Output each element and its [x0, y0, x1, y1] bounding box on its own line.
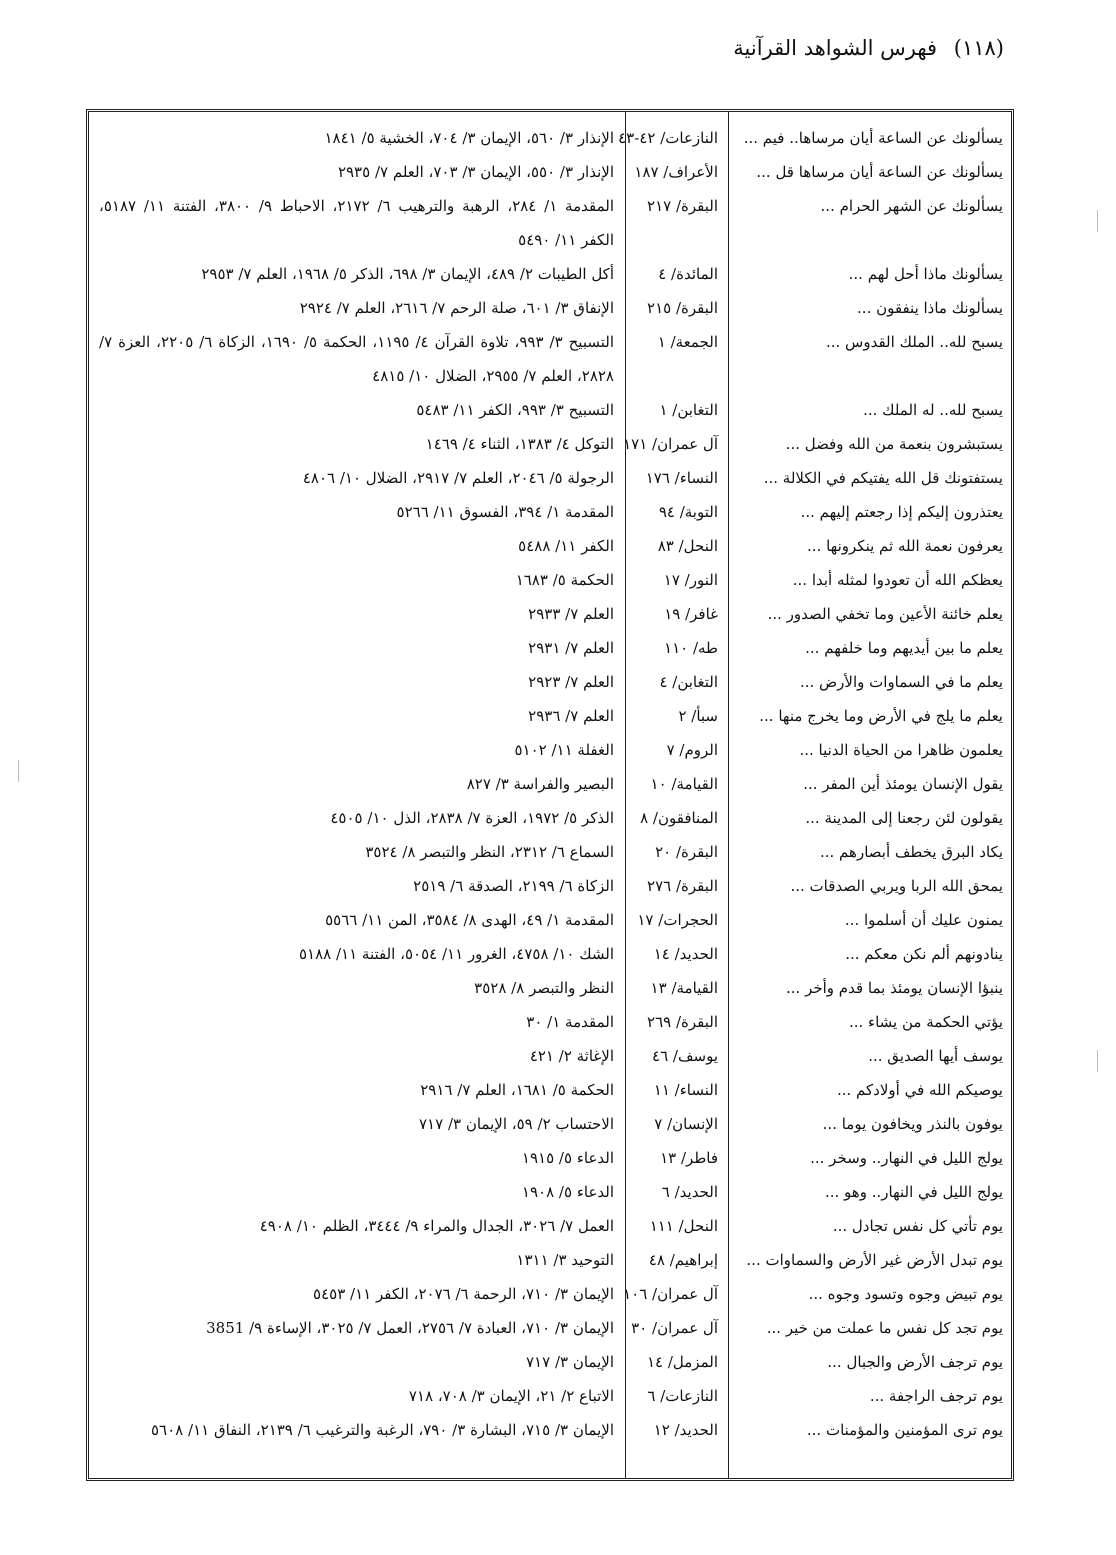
verse-cell: يعلم ما في السماوات والأرض ... [799, 673, 1003, 691]
verse-cell: يوم تجد كل نفس ما عملت من خير ... [766, 1319, 1003, 1337]
entries-cell: الاحتساب ٢/ ٥٩، الإيمان ٣/ ٧١٧ [419, 1115, 614, 1133]
entries-cell: العلم ٧/ ٢٩٣٣ [528, 605, 614, 623]
reference-cell: التغابن/ ٤ [659, 673, 718, 691]
verse-cell: يعلم ما بين أيديهم وما خلفهم ... [805, 639, 1003, 657]
table-row [89, 291, 1011, 325]
reference-cell: الحديد/ ٦ [661, 1183, 718, 1201]
entries-cell: الغفلة ١١/ ٥١٠٢ [514, 741, 614, 759]
entries-cell: الذكر ٥/ ١٩٧٢، العزة ٧/ ٢٨٣٨، الذل ١٠/ ٤٥٠٥ [330, 809, 614, 827]
table-row [89, 1345, 1011, 1379]
reference-cell: النحل/ ٨٣ [657, 537, 718, 555]
table-row [89, 1039, 1011, 1073]
reference-cell: الحديد/ ١٢ [653, 1421, 718, 1439]
reference-cell: البقرة/ ٢١٧ [647, 197, 718, 215]
entries-cell: الإيمان ٣/ ٧١٠، الرحمة ٦/ ٢٠٧٦، الكفر ١١/ ٥٤٥٣ [313, 1285, 614, 1303]
reference-cell: سبأ/ ٢ [678, 707, 718, 725]
verse-cell: يمنون عليك أن أسلموا ... [844, 911, 1003, 929]
reference-cell: المنافقون/ ٨ [640, 809, 718, 827]
verse-cell: ينبؤا الإنسان يومئذ بما قدم وأخر ... [786, 979, 1003, 997]
table-row [89, 597, 1011, 631]
entries-cell: التوحيد ٣/ ١٣١١ [516, 1251, 614, 1269]
verse-cell: يوم تبيض وجوه وتسود وجوه ... [808, 1285, 1003, 1303]
reference-cell: التغابن/ ١ [659, 401, 718, 419]
entries-cell: الدعاء ٥/ ١٩٠٨ [521, 1183, 614, 1201]
table-row [89, 733, 1011, 767]
page-header [60, 36, 1004, 70]
table-row [89, 325, 1011, 393]
verse-cell: يوسف أيها الصديق ... [868, 1047, 1003, 1065]
verse-cell: يولج الليل في النهار.. وهو ... [824, 1183, 1003, 1201]
reference-cell: النساء/ ١٧٦ [645, 469, 718, 487]
verse-cell: يؤتي الحكمة من يشاء ... [848, 1013, 1003, 1031]
table-row [89, 699, 1011, 733]
reference-cell: آل عمران/ ٣٠ [631, 1319, 718, 1337]
verse-cell: يسألونك عن الساعة أيان مرساها.. فيم ... [743, 129, 1003, 147]
reference-cell: النازعات/ ٤٢-٤٣ [618, 129, 718, 147]
reference-cell: التوبة/ ٩٤ [658, 503, 718, 521]
verse-cell: يوم تأتي كل نفس تجادل ... [832, 1217, 1003, 1235]
table-body [89, 121, 1011, 1447]
reference-cell: الروم/ ٧ [666, 741, 718, 759]
entries-cell: المقدمة ١/ ٣٩٤، الفسوق ١١/ ٥٢٦٦ [396, 503, 614, 521]
entries-cell: التسبيح ٣/ ٩٩٣، الكفر ١١/ ٥٤٨٣ [416, 401, 614, 419]
reference-cell: القيامة/ ١٠ [650, 775, 718, 793]
verse-cell: يسألونك ماذا ينفقون ... [857, 299, 1003, 317]
entries-cell: المقدمة ١/ ٢٨٤، الرهبة والترهيب ٦/ ٢١٧٢، الاحباط ٩/ ٣٨٠٠، الفتنة ١١/ ٥١٨٧، الكفر ١١/ ٥٤٩٠ [99, 197, 614, 249]
table-row [89, 869, 1011, 903]
entries-cell: الاتباع ٢/ ٢١، الإيمان ٣/ ٧٠٨، ٧١٨ [408, 1387, 614, 1405]
margin-mark [1097, 210, 1098, 232]
verse-cell: يسبح لله.. له الملك ... [863, 401, 1003, 419]
reference-cell: البقرة/ ٢٧٦ [647, 877, 718, 895]
verse-cell: يسألونك عن الساعة أيان مرساها قل ... [756, 163, 1003, 181]
table-row [89, 427, 1011, 461]
reference-cell: إبراهيم/ ٤٨ [648, 1251, 718, 1269]
margin-mark [1097, 1050, 1098, 1072]
verse-cell: يقول الإنسان يومئذ أين المفر ... [803, 775, 1003, 793]
table-row [89, 1073, 1011, 1107]
table-row [89, 835, 1011, 869]
table-row [89, 665, 1011, 699]
table-row [89, 801, 1011, 835]
reference-cell: المائدة/ ٤ [658, 265, 718, 283]
verse-cell: يمحق الله الربا ويربي الصدقات ... [790, 877, 1003, 895]
table-row [89, 1107, 1011, 1141]
reference-cell: القيامة/ ١٣ [650, 979, 718, 997]
reference-cell: الأعراف/ ١٨٧ [634, 163, 718, 181]
entries-cell: العمل ٧/ ٣٠٢٦، الجدال والمراء ٩/ ٣٤٤٤، الظلم ١٠/ ٤٩٠٨ [259, 1217, 614, 1235]
reference-cell: البقرة/ ٢٠ [655, 843, 718, 861]
entries-cell: التوكل ٤/ ١٣٨٣، الثناء ٤/ ١٤٦٩ [425, 435, 614, 453]
entries-cell: المقدمة ١/ ٤٩، الهدى ٨/ ٣٥٨٤، المن ١١/ ٥٥٦٦ [325, 911, 614, 929]
table-row [89, 937, 1011, 971]
table-row [89, 461, 1011, 495]
entries-cell: الإيمان ٣/ ٧١٠، العبادة ٧/ ٢٧٥٦، العمل ٧/ ٣٠٢٥، الإساءة ٩/ 3851 [206, 1319, 614, 1337]
entries-cell: الإيمان ٣/ ٧١٥، البشارة ٣/ ٧٩٠، الرغبة والترغيب ٦/ ٢١٣٩، النفاق ١١/ ٥٦٠٨ [151, 1421, 614, 1439]
table-row [89, 495, 1011, 529]
reference-cell: البقرة/ ٢٦٩ [647, 1013, 718, 1031]
reference-cell: الإنسان/ ٧ [654, 1115, 718, 1133]
verse-cell: يعلم خائنة الأعين وما تخفي الصدور ... [767, 605, 1003, 623]
reference-cell: النور/ ١٧ [663, 571, 718, 589]
reference-cell: فاطر/ ١٣ [660, 1149, 718, 1167]
table-row [89, 155, 1011, 189]
table-row [89, 1209, 1011, 1243]
table-row [89, 1379, 1011, 1413]
page-number: (١١٨) [953, 36, 1004, 60]
reference-cell: النحل/ ١١١ [649, 1217, 718, 1235]
entries-cell: العلم ٧/ ٢٩٢٣ [528, 673, 614, 691]
entries-cell: العلم ٧/ ٢٩٣٦ [528, 707, 614, 725]
reference-cell: يوسف/ ٤٦ [652, 1047, 718, 1065]
verse-cell: يستبشرون بنعمة من الله وفضل ... [785, 435, 1003, 453]
entries-cell: الإنذار ٣/ ٥٦٠، الإيمان ٣/ ٧٠٤، الخشية ٥/ ١٨٤١ [324, 129, 614, 147]
reference-cell: الحجرات/ ١٧ [637, 911, 718, 929]
verse-cell: يوفون بالنذر ويخافون يوما ... [822, 1115, 1003, 1133]
table-row [89, 1005, 1011, 1039]
verse-cell: يوصيكم الله في أولادكم ... [836, 1081, 1003, 1099]
entries-cell: الإنذار ٣/ ٥٥٠، الإيمان ٣/ ٧٠٣، العلم ٧/ ٢٩٣٥ [337, 163, 614, 181]
verse-cell: يولج الليل في النهار.. وسخر ... [810, 1149, 1003, 1167]
verse-cell: يوم ترجف الراجفة ... [869, 1387, 1003, 1405]
table-row [89, 1277, 1011, 1311]
index-table [86, 109, 1014, 1481]
verse-cell: يعرفون نعمة الله ثم ينكرونها ... [807, 537, 1003, 555]
verse-cell: يعظكم الله أن تعودوا لمثله أبدا ... [792, 571, 1003, 589]
reference-cell: البقرة/ ٢١٥ [647, 299, 718, 317]
verse-cell: يعتذرون إليكم إذا رجعتم إليهم ... [800, 503, 1003, 521]
table-row [89, 767, 1011, 801]
table-row [89, 563, 1011, 597]
reference-cell: النازعات/ ٦ [647, 1387, 718, 1405]
table-row [89, 1175, 1011, 1209]
verse-cell: يكاد البرق يخطف أبصارهم ... [819, 843, 1003, 861]
table-row [89, 1243, 1011, 1277]
entries-cell: الزكاة ٦/ ٢١٩٩، الصدقة ٦/ ٢٥١٩ [413, 877, 614, 895]
page-title: فهرس الشواهد القرآنية [733, 36, 938, 60]
entries-cell: الإيمان ٣/ ٧١٧ [526, 1353, 614, 1371]
verse-cell: يوم ترى المؤمنين والمؤمنات ... [806, 1421, 1003, 1439]
reference-cell: آل عمران/ ١٠٦ [623, 1285, 718, 1303]
table-row [89, 189, 1011, 257]
verse-cell: ينادونهم ألم نكن معكم ... [845, 945, 1003, 963]
verse-cell: يوم تبدل الأرض غير الأرض والسماوات ... [746, 1251, 1003, 1269]
table-row [89, 1141, 1011, 1175]
table-row [89, 903, 1011, 937]
verse-cell: يقولون لئن رجعنا إلى المدينة ... [805, 809, 1003, 827]
reference-cell: النساء/ ١١ [653, 1081, 718, 1099]
entries-cell: الرجولة ٥/ ٢٠٤٦، العلم ٧/ ٢٩١٧، الضلال ١٠/ ٤٨٠٦ [302, 469, 614, 487]
table-row [89, 631, 1011, 665]
table-row [89, 121, 1011, 155]
entries-cell: البصير والفراسة ٣/ ٨٢٧ [466, 775, 614, 793]
entries-cell: السماع ٦/ ٢٣١٢، النظر والتبصر ٨/ ٣٥٢٤ [365, 843, 614, 861]
verse-cell: يوم ترجف الأرض والجبال ... [827, 1353, 1003, 1371]
entries-cell: الدعاء ٥/ ١٩١٥ [521, 1149, 614, 1167]
reference-cell: الجمعة/ ١ [657, 333, 718, 351]
entries-cell: الإنفاق ٣/ ٦٠١، صلة الرحم ٧/ ٢٦١٦، العلم ٧/ ٢٩٢٤ [299, 299, 614, 317]
verse-cell: يستفتونك قل الله يفتيكم في الكلالة ... [763, 469, 1003, 487]
verse-cell: يسبح لله.. الملك القدوس ... [825, 333, 1003, 351]
entries-cell: المقدمة ١/ ٣٠ [526, 1013, 614, 1031]
margin-mark [18, 760, 19, 782]
table-row [89, 257, 1011, 291]
reference-cell: طه/ ١١٠ [664, 639, 718, 657]
table-row [89, 393, 1011, 427]
entries-cell: الحكمة ٥/ ١٦٨٣ [515, 571, 614, 589]
verse-cell: يسألونك ماذا أحل لهم ... [848, 265, 1003, 283]
verse-cell: يعلم ما يلج في الأرض وما يخرج منها ... [759, 707, 1003, 725]
entries-cell: الإغاثة ٢/ ٤٢١ [529, 1047, 614, 1065]
reference-cell: المزمل/ ١٤ [646, 1353, 718, 1371]
reference-cell: الحديد/ ١٤ [653, 945, 718, 963]
entries-cell: الكفر ١١/ ٥٤٨٨ [518, 537, 614, 555]
entries-cell: أكل الطيبات ٢/ ٤٨٩، الإيمان ٣/ ٦٩٨، الذكر ٥/ ١٩٦٨، العلم ٧/ ٢٩٥٣ [201, 265, 614, 283]
table-row [89, 971, 1011, 1005]
entries-cell: العلم ٧/ ٢٩٣١ [528, 639, 614, 657]
entries-cell: الشك ١٠/ ٤٧٥٨، الغرور ١١/ ٥٠٥٤، الفتنة ١١/ ٥١٨٨ [298, 945, 614, 963]
verse-cell: يعلمون ظاهرا من الحياة الدنيا ... [799, 741, 1003, 759]
table-row [89, 1413, 1011, 1447]
entries-cell: الحكمة ٥/ ١٦٨١، العلم ٧/ ٢٩١٦ [420, 1081, 614, 1099]
verse-cell: يسألونك عن الشهر الحرام ... [820, 197, 1003, 215]
reference-cell: غافر/ ١٩ [664, 605, 718, 623]
reference-cell: آل عمران/ ١٧١ [623, 435, 718, 453]
table-row [89, 1311, 1011, 1345]
table-row [89, 529, 1011, 563]
entries-cell: النظر والتبصر ٨/ ٣٥٢٨ [474, 979, 614, 997]
entries-cell: التسبيح ٣/ ٩٩٣، تلاوة القرآن ٤/ ١١٩٥، الحكمة ٥/ ١٦٩٠، الزكاة ٦/ ٢٢٠٥، العزة ٧/ ٢٨٢٨، العلم ٧/ ٢٩٥٥، الضلال ١٠/ ٤٨١٥ [99, 333, 614, 385]
